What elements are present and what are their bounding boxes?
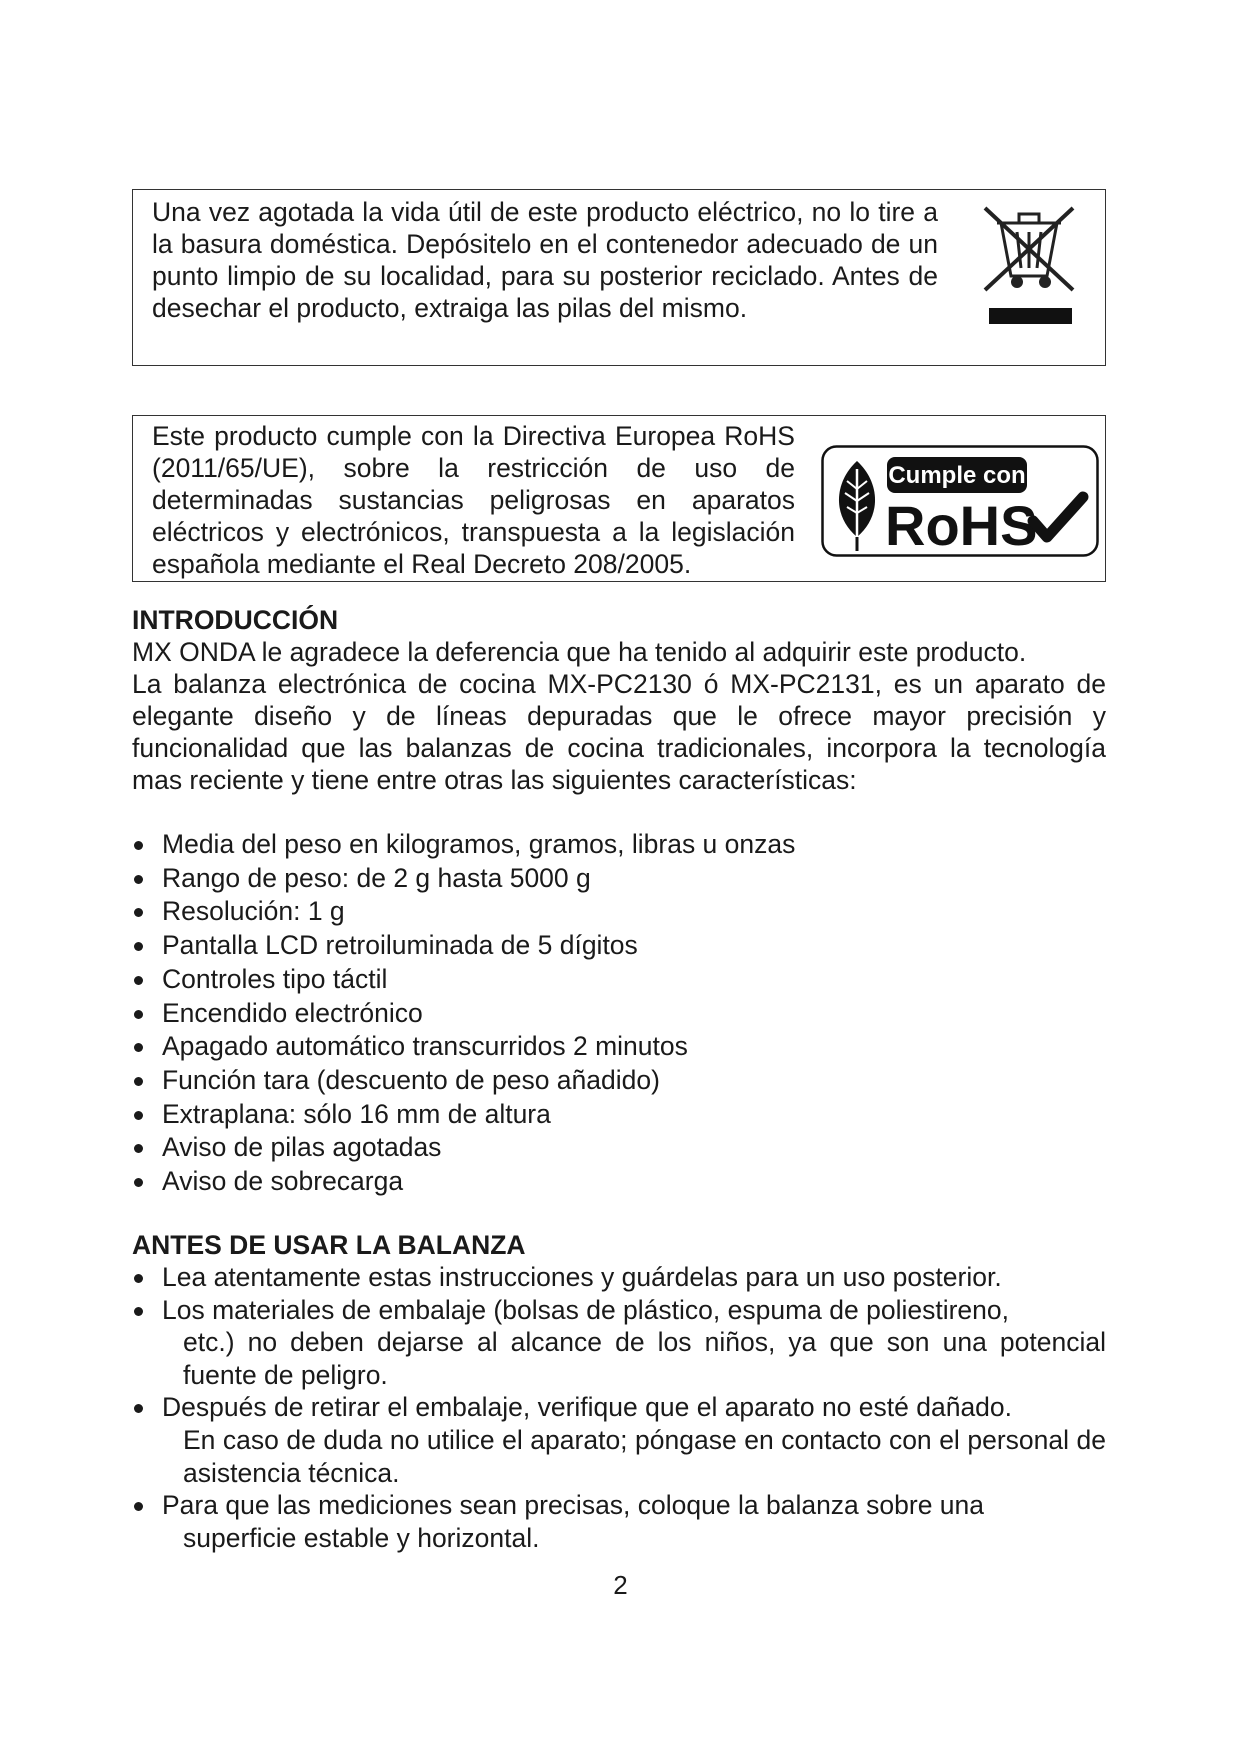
list-item-text: Después de retirar el embalaje, verifique que el aparato no esté dañado. (162, 1392, 1013, 1423)
list-item: Resolución: 1 g (132, 895, 1106, 929)
intro-section (132, 604, 1106, 796)
list-item-continuation: superficie estable y horizontal. (183, 1522, 540, 1553)
list-item (132, 1489, 1106, 1554)
list-item: Apagado automático transcurridos 2 minutos (132, 1030, 1106, 1064)
crossed-out-wheelie-bin-icon (973, 198, 1088, 328)
list-item-text: Para que las mediciones sean precisas, coloque la balanza sobre una (162, 1490, 985, 1521)
list-item: Encendido electrónico (132, 997, 1106, 1031)
list-item (132, 1261, 1106, 1294)
list-item: Media del peso en kilogramos, gramos, libras u onzas (132, 828, 1106, 862)
list-item (132, 1294, 1106, 1392)
list-item (132, 1391, 1106, 1489)
before-use-section (132, 1229, 1106, 1554)
page-number: 2 (613, 1570, 628, 1600)
list-item: Pantalla LCD retroiluminada de 5 dígitos (132, 929, 1106, 963)
svg-text:RoHS: RoHS (885, 494, 1038, 557)
list-item-text: Lea atentamente estas instrucciones y guárdelas para un uso posterior. (162, 1262, 1002, 1292)
features-section (132, 828, 1106, 1199)
intro-paragraph: La balanza electrónica de cocina MX-PC2130 ó MX-PC2131, es un aparato de elegante diseño y de líneas depuradas que le ofrece mayor precisión y funcionalidad que las balanzas de cocina tradicionales, incorpora la tecnología mas reciente y tiene entre otras las siguientes características: (132, 669, 1106, 795)
weee-notice-box (132, 189, 1106, 366)
list-item: Aviso de pilas agotadas (132, 1131, 1106, 1165)
rohs-compliance-logo (821, 445, 1099, 557)
rohs-notice-text: Este producto cumple con la Directiva Europea RoHS (2011/65/UE), sobre la restricción de uso de determinadas sustancias peligrosas en aparatos eléctricos y electrónicos, transpuesta a la legislación española mediante el Real Decreto 208/2005. (152, 421, 795, 579)
list-item-continuation: En caso de duda no utilice el aparato; póngase en contacto con el personal de asistencia técnica. (183, 1424, 1106, 1488)
list-item: Rango de peso: de 2 g hasta 5000 g (132, 862, 1106, 896)
before-use-heading: ANTES DE USAR LA BALANZA (132, 1230, 526, 1260)
intro-thanks-line: MX ONDA le agradece la deferencia que ha tenido al adquirir este producto. (132, 637, 1027, 667)
intro-heading: INTRODUCCIÓN (132, 605, 339, 635)
list-item: Controles tipo táctil (132, 963, 1106, 997)
features-list (132, 828, 1106, 1199)
list-item: Función tara (descuento de peso añadido) (132, 1064, 1106, 1098)
list-item-text: Los materiales de embalaje (bolsas de plástico, espuma de poliestireno, (162, 1294, 1010, 1325)
list-item: Aviso de sobrecarga (132, 1165, 1106, 1199)
svg-text:Cumple con: Cumple con (888, 462, 1026, 489)
before-use-list (132, 1261, 1106, 1554)
rohs-notice-box (132, 415, 1106, 582)
list-item: Extraplana: sólo 16 mm de altura (132, 1098, 1106, 1132)
list-item-continuation: etc.) no deben dejarse al alcance de los niños, ya que son una potencial fuente de peligro. (183, 1327, 1106, 1390)
weee-notice-text: Una vez agotada la vida útil de este producto eléctrico, no lo tire a la basura doméstica. Depósitelo en el contenedor adecuado de un punto limpio de su localidad, para su posterior reciclado. Antes de desechar el producto, extraiga las pilas del mismo. (152, 197, 938, 323)
